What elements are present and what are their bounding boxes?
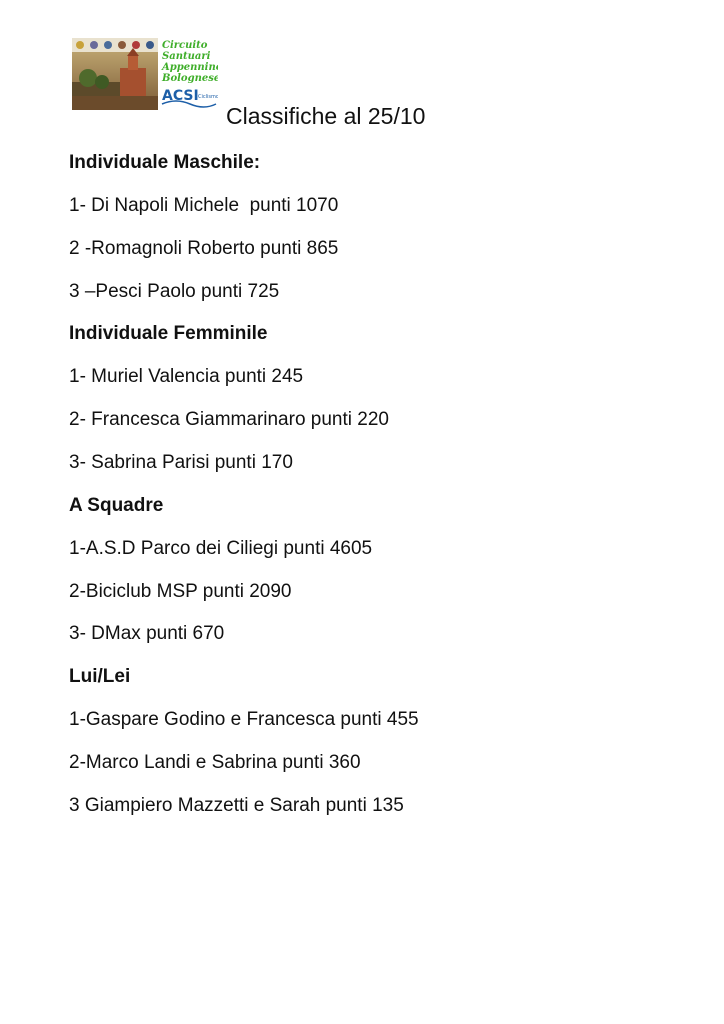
section-heading-a-squadre: A Squadre: [69, 495, 164, 516]
svg-text:Appennino: Appennino: [162, 62, 218, 73]
section-heading-individuale-maschile: Individuale Maschile:: [69, 152, 261, 173]
section-heading-lui-lei: Lui/Lei: [69, 666, 131, 687]
sanctuary-photo: [72, 38, 158, 110]
svg-text:Circuito: Circuito: [162, 40, 208, 51]
list-item: 2 -Romagnoli Roberto punti 865: [69, 238, 339, 259]
list-item: 2- Francesca Giammarinaro punti 220: [69, 409, 389, 430]
list-item: 3- Sabrina Parisi punti 170: [69, 452, 293, 473]
list-item: 1- Di Napoli Michele punti 1070: [69, 195, 339, 216]
list-item: 1- Muriel Valencia punti 245: [69, 366, 304, 387]
page-title: Classifiche al 25/10: [226, 103, 426, 129]
list-item: 2-Biciclub MSP punti 2090: [69, 581, 292, 602]
svg-text:Ciclismo: Ciclismo: [198, 94, 218, 100]
list-item: 3 Giampiero Mazzetti e Sarah punti 135: [69, 795, 404, 816]
svg-text:Santuari: Santuari: [162, 51, 211, 62]
section-heading-individuale-femminile: Individuale Femminile: [69, 323, 268, 344]
svg-text:ACSI: ACSI: [162, 88, 199, 104]
list-item: 1-A.S.D Parco dei Ciliegi punti 4605: [69, 538, 373, 559]
event-logo: [72, 38, 218, 110]
logo-wordmark: [160, 38, 218, 110]
svg-text:Bolognese: Bolognese: [162, 73, 218, 84]
list-item: 3 –Pesci Paolo punti 725: [69, 281, 280, 302]
list-item: 2-Marco Landi e Sabrina punti 360: [69, 752, 361, 773]
list-item: 3- DMax punti 670: [69, 623, 225, 644]
list-item: 1-Gaspare Godino e Francesca punti 455: [69, 709, 419, 730]
